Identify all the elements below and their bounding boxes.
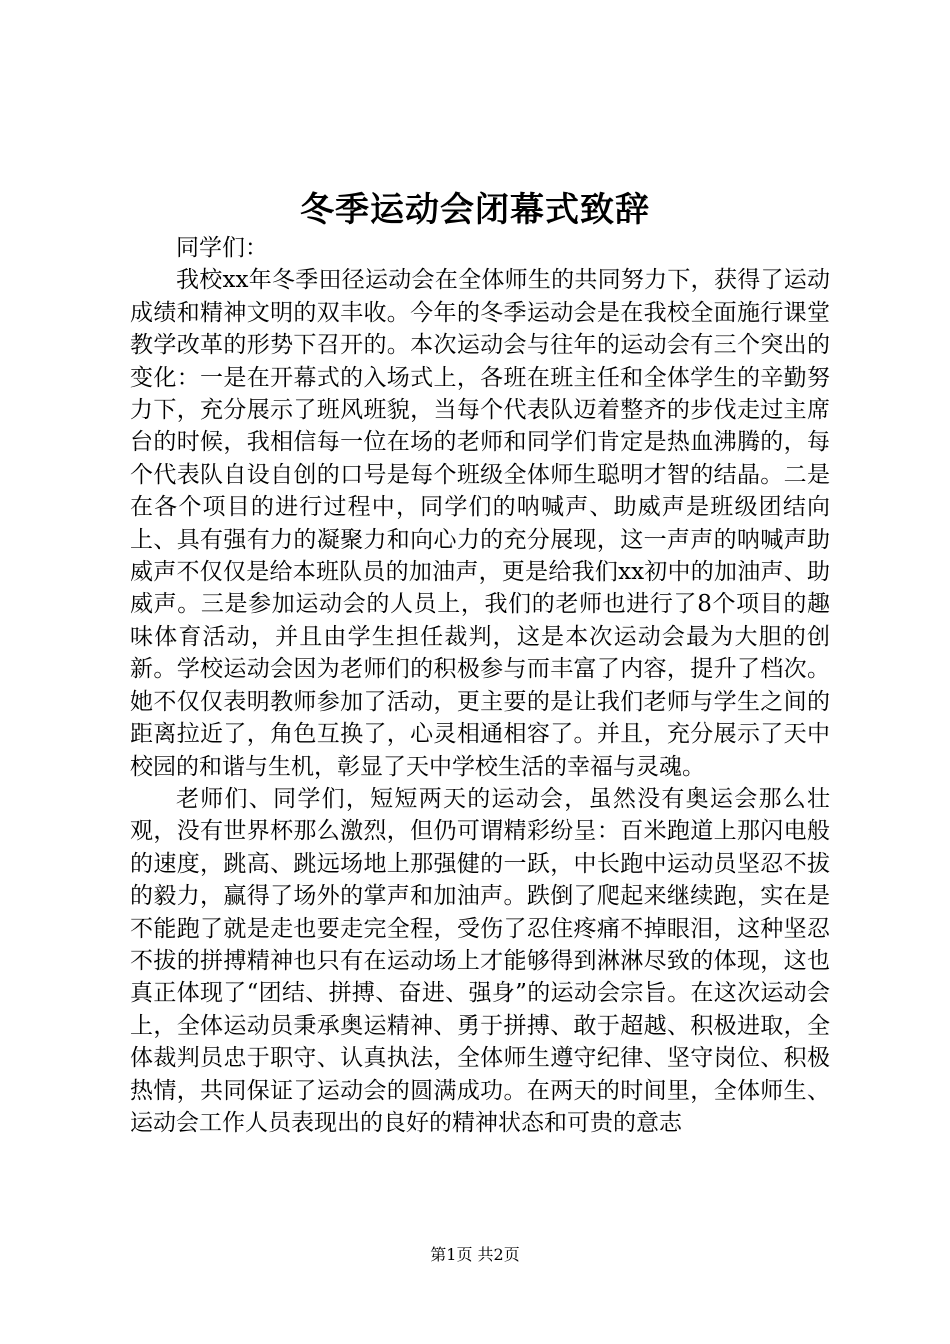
paragraph-1: 我校xx年冬季田径运动会在全体师生的共同努力下，获得了运动成绩和精神文明的双丰收。今年的冬季运动会是在我校全面施行课堂教学改革的形势下召开的。本次运动会与往年的运动会有三个突出的变化：一是在开幕式的入场式上，各班在班主任和全体学生的辛勤努力下，充分展示了班风班貌，当每个代表队迈着整齐的步伐走过主席台的时候，我相信每一位在场的老师和同学们肯定是热血沸腾的，每个代表队自设自创的口号是每个班级全体师生聪明才智的结晶。二是在各个项目的进行过程中，同学们的呐喊声、助威声是班级团结向上、具有强有力的凝聚力和向心力的充分展现，这一声声的呐喊声助威声不仅仅是给本班队员的加油声，更是给我们xx初中的加油声、助威声。三是参加运动会的人员上，我们的老师也进行了8个项目的趣味体育活动，并且由学生担任裁判，这是本次运动会最为大胆的创新。学校运动会因为老师们的积极参与而丰富了内容，提升了档次。她不仅仅表明教师参加了活动，更主要的是让我们老师与学生之间的距离拉近了，角色互换了，心灵相通相容了。并且，充分展示了天中校园的和谐与生机，彰显了天中学校生活的幸福与灵魂。	[130, 267, 830, 780]
paragraph-2: 老师们、同学们，短短两天的运动会，虽然没有奥运会那么壮观，没有世界杯那么激烈，但仍可谓精彩纷呈：百米跑道上那闪电般的速度，跳高、跳远场地上那强健的一跃，中长跑中运动员坚忍不拔的毅力，赢得了场外的掌声和加油声。跌倒了爬起来继续跑，实在是不能跑了就是走也要走完全程，受伤了忍住疼痛不掉眼泪，这种坚忍不拔的拼搏精神也只有在运动场上才能够得到淋淋尽致的体现，这也真正体现了“团结、拼搏、奋进、强身”的运动会宗旨。在这次运动会上，全体运动员秉承奥运精神、勇于拼搏、敢于超越、积极进取，全体裁判员忠于职守、认真执法，全体师生遵守纪律、坚守岗位、积极热情，共同保证了运动会的圆满成功。在两天的时间里，全体师生、运动会工作人员表现出的良好的精神状态和可贵的意志	[130, 785, 830, 1136]
document-body	[130, 232, 830, 1139]
salutation: 同学们：	[176, 235, 268, 261]
page-footer: 第1页 共2页	[430, 1245, 520, 1264]
document-title: 冬季运动会闭幕式致辞	[300, 190, 650, 230]
